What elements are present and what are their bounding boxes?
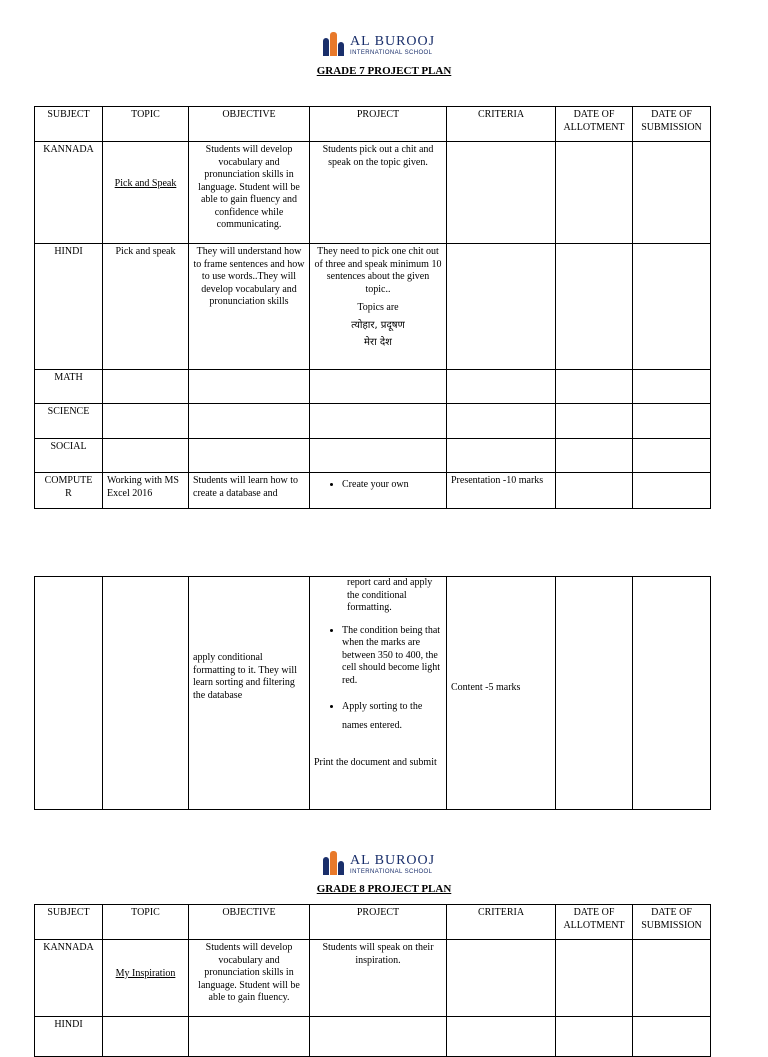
science-criteria: [447, 404, 556, 439]
continued-project-text: report card and apply the conditional formatting.: [347, 577, 433, 613]
grade8-hindi-topic: [103, 1017, 189, 1057]
math-criteria: [447, 370, 556, 404]
science-subject: SCIENCE: [35, 404, 103, 439]
grade8-kannada-date-submission: [633, 940, 711, 1017]
social-criteria: [447, 439, 556, 473]
kannada-subject: KANNADA: [35, 142, 103, 244]
table-header-row: [35, 107, 711, 142]
hindi-topic: Pick and speak: [103, 244, 189, 370]
school-name: AL BUROOJ: [350, 33, 436, 49]
grade8-kannada-topic: [103, 940, 189, 1017]
header-date-allotment-line2: ALLOTMENT: [563, 121, 625, 133]
header-topic: TOPIC: [103, 905, 189, 940]
header-date-allotment-line2: ALLOTMENT: [563, 919, 625, 931]
hindi-project: [310, 244, 447, 370]
social-date-submission: [633, 439, 711, 473]
grade7-table: [34, 106, 711, 509]
grade8-table: [34, 904, 711, 1057]
continued-topic: [103, 577, 189, 810]
computer-project: [310, 473, 447, 509]
school-subtitle: INTERNATIONAL SCHOOL: [350, 868, 433, 875]
header-criteria: CRITERIA: [447, 107, 556, 142]
grade7-title: GRADE 7 PROJECT PLAN: [316, 65, 452, 77]
social-project: [310, 439, 447, 473]
grade8-hindi-subject: HINDI: [35, 1017, 103, 1057]
computer-subject: [35, 473, 103, 509]
computer-objective: Students will learn how to create a database and: [189, 473, 310, 509]
header-date-submission-line2: SUBMISSION: [641, 121, 702, 133]
continued-date-submission: [633, 577, 711, 810]
kannada-objective: Students will develop vocabulary and pronunciation skills in language. Student will be able to gain fluency and confidence while communicating.: [189, 142, 310, 244]
table-row-social: [35, 439, 711, 473]
hindi-topic-line-2: मेरा देश: [364, 337, 392, 348]
table-row-kannada: [35, 142, 711, 244]
science-date-allotment: [556, 404, 633, 439]
computer-subject-line1: COMPUTE: [44, 475, 93, 486]
computer-date-allotment: [556, 473, 633, 509]
grade8-hindi-project: [310, 1017, 447, 1057]
continued-criteria: Content -5 marks: [447, 577, 556, 810]
header-date-submission-line1: DATE OF: [651, 907, 692, 918]
header-project: PROJECT: [310, 107, 447, 142]
table-row-computer: [35, 473, 711, 509]
science-project: [310, 404, 447, 439]
school-subtitle: INTERNATIONAL SCHOOL: [350, 49, 433, 56]
computer-topic: Working with MS Excel 2016: [103, 473, 189, 509]
hindi-topics-label: Topics are: [357, 302, 399, 313]
computer-date-submission: [633, 473, 711, 509]
computer-subject-line2: R: [65, 487, 72, 499]
kannada-topic: [103, 142, 189, 244]
grade8-kannada-subject: KANNADA: [35, 940, 103, 1017]
kannada-date-allotment: [556, 142, 633, 244]
header-topic: TOPIC: [103, 107, 189, 142]
table-row-hindi: [35, 244, 711, 370]
header-date-allotment: [556, 107, 633, 142]
math-project: [310, 370, 447, 404]
header-objective: OBJECTIVE: [189, 107, 310, 142]
header-date-allotment: [556, 905, 633, 940]
computer-project-bullet-1: • Create your own: [342, 479, 442, 492]
grade8-kannada-project: Students will speak on their inspiration.: [310, 940, 447, 1017]
grade8-row-kannada: [35, 940, 711, 1017]
continued-project-bullet-3: • Apply sorting to the names entered.: [342, 697, 442, 735]
school-logo: [323, 32, 435, 58]
table-row-math: [35, 370, 711, 404]
science-date-submission: [633, 404, 711, 439]
math-subject: MATH: [35, 370, 103, 404]
header-project: PROJECT: [310, 905, 447, 940]
hindi-date-allotment: [556, 244, 633, 370]
hindi-subject: HINDI: [35, 244, 103, 370]
school-logo-page2: [323, 851, 435, 877]
grade8-hindi-date-allotment: [556, 1017, 633, 1057]
math-date-allotment: [556, 370, 633, 404]
school-name: AL BUROOJ: [350, 852, 436, 868]
table-row-computer-continued: [35, 577, 711, 810]
hindi-topic-line-1: त्योहार, प्रदूषण: [351, 319, 405, 331]
continued-project: [310, 577, 447, 810]
header-date-submission: [633, 107, 711, 142]
grade8-title: GRADE 8 PROJECT PLAN: [316, 883, 452, 895]
header-date-submission-line2: SUBMISSION: [641, 919, 702, 931]
school-logo-icon: [323, 851, 347, 877]
kannada-criteria: [447, 142, 556, 244]
science-topic: [103, 404, 189, 439]
header-date-submission: [633, 905, 711, 940]
social-date-allotment: [556, 439, 633, 473]
science-objective: [189, 404, 310, 439]
computer-criteria: Presentation -10 marks: [447, 473, 556, 509]
header-subject: SUBJECT: [35, 905, 103, 940]
header-criteria: CRITERIA: [447, 905, 556, 940]
continued-project-bullet-2: • The condition being that when the marks are between 350 to 400, the cell should become light red.: [342, 625, 442, 688]
header-date-submission-line1: DATE OF: [651, 109, 692, 120]
social-topic: [103, 439, 189, 473]
grade7-table-continued: [34, 576, 711, 810]
kannada-project: Students pick out a chit and speak on the topic given.: [310, 142, 447, 244]
social-subject: SOCIAL: [35, 439, 103, 473]
continued-objective: apply conditional formatting to it. They will learn sorting and filtering the database: [189, 577, 310, 810]
math-topic: [103, 370, 189, 404]
hindi-criteria: [447, 244, 556, 370]
header-subject: SUBJECT: [35, 107, 103, 142]
hindi-objective: They will understand how to frame sentences and how to use words..They will develop vocabulary and pronunciation skills: [189, 244, 310, 370]
continued-subject: [35, 577, 103, 810]
grade8-row-hindi: [35, 1017, 711, 1057]
continued-date-allotment: [556, 577, 633, 810]
grade8-hindi-objective: [189, 1017, 310, 1057]
grade8-kannada-objective: Students will develop vocabulary and pronunciation skills in language. Student will be able to gain fluency.: [189, 940, 310, 1017]
hindi-date-submission: [633, 244, 711, 370]
continued-project-closing: Print the document and submit: [314, 757, 437, 768]
social-objective: [189, 439, 310, 473]
header-objective: OBJECTIVE: [189, 905, 310, 940]
grade8-hindi-date-submission: [633, 1017, 711, 1057]
kannada-topic-text: Pick and Speak: [114, 178, 177, 190]
header-date-allotment-line1: DATE OF: [573, 907, 615, 918]
table-row-science: [35, 404, 711, 439]
grade8-hindi-criteria: [447, 1017, 556, 1057]
header-date-allotment-line1: DATE OF: [573, 109, 615, 120]
grade8-kannada-date-allotment: [556, 940, 633, 1017]
table-header-row: [35, 905, 711, 940]
school-logo-icon: [323, 32, 347, 58]
math-objective: [189, 370, 310, 404]
grade8-kannada-topic-text: My Inspiration: [115, 967, 176, 979]
kannada-date-submission: [633, 142, 711, 244]
math-date-submission: [633, 370, 711, 404]
hindi-project-text: They need to pick one chit out of three and speak minimum 10 sentences about the given topic..: [314, 246, 442, 295]
grade8-kannada-criteria: [447, 940, 556, 1017]
